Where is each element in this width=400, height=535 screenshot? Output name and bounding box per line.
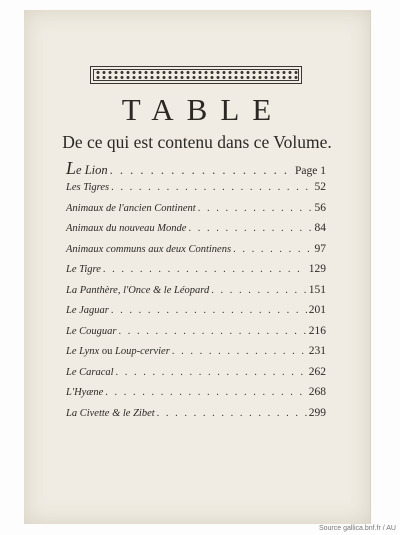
toc-entry-page: 84 [314,222,326,234]
dot-leader [172,346,307,357]
toc-entry-page: 129 [308,263,326,275]
toc-entry-page: 216 [308,324,326,337]
book-page [24,10,371,524]
dot-leader [111,305,307,316]
dot-leader [103,264,307,275]
dot-leader [233,244,312,255]
toc-entry [66,243,326,264]
toc-entry-label: La Civette & le Zibet [66,407,155,419]
toc-entry-label: Le Tigre [66,264,101,275]
toc-entry-label: Le Jaguar [66,305,109,316]
toc-entry [66,325,326,346]
page-title: TABLE [121,92,285,127]
decorative-border-ornament [90,66,302,84]
toc-entry-label: La Panthère, l'Once & le Léopard [66,284,210,296]
toc-entry-page: 97 [314,242,326,255]
toc-entry-page: 201 [308,304,326,316]
toc-entry-label: Le Couguar [66,325,117,337]
dot-leader [198,203,313,214]
toc-entry-label: Les Tigres [66,182,110,193]
toc-entry-label: Animaux de l'ancien Continent [66,202,196,214]
dot-leader [188,223,312,234]
dot-leader [116,367,307,378]
toc-entry [66,202,326,223]
toc-entry [66,407,326,428]
toc-entry-label: Le Lynx ou Loup-cervier [66,346,170,357]
toc-entry [66,158,326,181]
toc-entry [66,386,326,407]
dot-leader [118,326,306,337]
toc-entry-label: Le Lion [66,158,108,178]
toc-entry-label: Le Caracal [66,366,114,378]
toc-entry-page: 231 [308,345,326,357]
toc-entry [66,222,326,243]
dot-leader [111,182,312,193]
toc-entry [66,284,326,305]
dot-leader [105,387,307,398]
toc-entry [66,345,326,366]
dot-leader [211,285,307,296]
toc-entry-page: Page 1 [295,165,326,177]
table-of-contents [66,158,326,427]
toc-entry-page: 262 [308,365,326,378]
toc-entry-label: L'Hyæne [66,387,104,398]
toc-entry-page: 52 [314,181,326,193]
toc-entry-label: Animaux du nouveau Monde [66,223,187,234]
dot-leader [157,408,307,419]
toc-entry-page: 151 [308,283,326,296]
toc-entry-page: 56 [314,201,326,214]
toc-entry-page: 299 [308,406,326,419]
toc-entry-page: 268 [308,386,326,398]
dot-leader [110,163,293,178]
source-credit: Source gallica.bnf.fr / AU [318,525,396,532]
toc-entry [66,366,326,387]
toc-entry [66,263,326,284]
drop-initial: L [66,158,77,178]
toc-entry [66,304,326,325]
page-subtitle: De ce qui est contenu dans ce Volume. [62,132,332,152]
toc-entry [66,181,326,202]
toc-entry-label: Animaux communs aux deux Continens [66,243,232,255]
